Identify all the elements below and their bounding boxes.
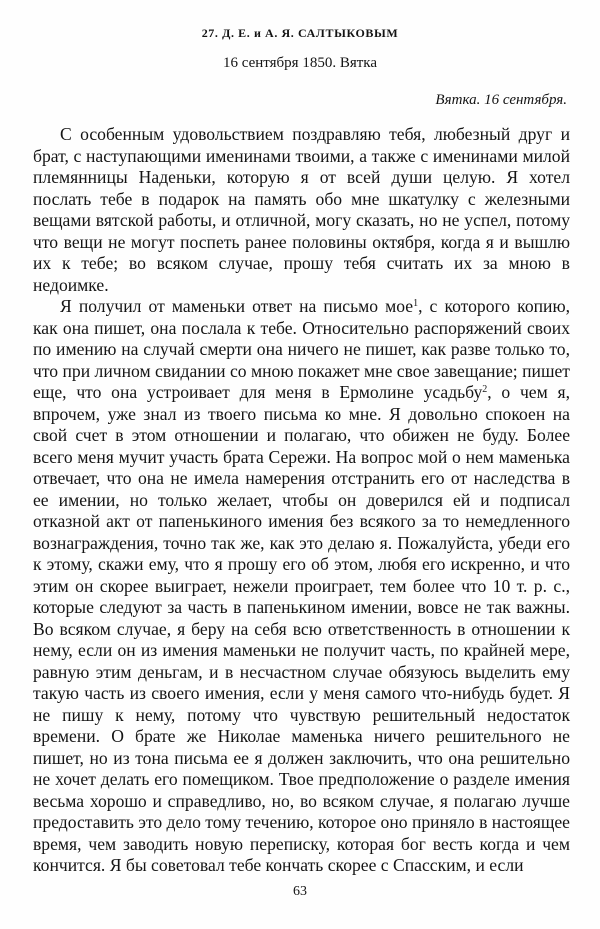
letter-body	[33, 124, 570, 877]
paragraph-2-part-b: , с которого копию, как она пишет, она послала к тебе. Относительно распоряжений своих по имению на случай смерти она ничего не пишет, как разве только то, что при личном свидании со мною покажет мне свое завещание; пишет еще, что она устроивает для меня в Ермолине усадьбу	[33, 296, 570, 402]
paragraph-2-part-c: , о чем я, впрочем, уже знал из твоего письма ко мне. Я довольно спокоен на свой счет в этом отношении и полагаю, что обижен не буду. Более всего меня мучит участь брата Сережи. На вопрос мой о нем маменька отвечает, что она не имела намерения отстранить его от наследства в ее имении, но только желает, чтобы он доверился ей и подписал отказной акт от папенькиного имения без всякого за то немедленного вознаграждения, точно так же, как это делаю я. Пожалуйста, убеди его к этому, скажи ему, что я прошу его об этом, любя его искренно, и что этим он скорее выиграет, нежели проиграет, тем более что 10 т. р. с., которые следуют за часть в папенькином имении, вовсе не так важны. Во всяком случае, я беру на себя всю ответственность в отношении к нему, если он из имения маменьки не получит часть, по крайней мере, равную этим деньгам, и в несчастном случае обязуюсь выделить ему такую часть из своего имения, если у меня самого что-нибудь будет. Я не пишу к нему, потому что чувствую решительный недостаток времени. О брате же Николае маменька ничего решительного не пишет, но из тона письма ее я должен заключить, что она решительно не хочет делать его помещиком. Твое предположение о разделе имения весьма хорошо и справедливо, но, во всяком случае, я полагаю лучше предоставить это дело тому течению, которое оно приняло в настоящее время, чем заводить новую переписку, которая бог весть когда и чем кончится. Я бы советовал тебе кончать скорее с Спасским, и если	[33, 382, 570, 875]
paragraph-1: С особенным удовольствием поздравляю тебя, любезный друг и брат, с наступающими именинами твоими, а также с именинами милой племянницы Наденьки, которую я от всей души целую. Я хотел послать тебе в подарок на память обо мне шкатулку с железными вещами вятской работы, и отличной, могу сказать, но не успел, потому что вещи не могут поспеть ранее половины октября, когда я и вышлю их к тебе; во всяком случае, прошу тебя считать их за мною в недоимке.	[33, 124, 570, 295]
letter-title: 27. Д. Е. и А. Я. САЛТЫКОВЫМ	[201, 26, 399, 40]
letter-dateline: Вятка. 16 сентября.	[435, 92, 567, 108]
paragraph-2-part-a: Я получил от маменьки ответ на письмо мое	[60, 296, 414, 316]
letter-date-place: 16 сентября 1850. Вятка	[223, 55, 377, 71]
page-number: 63	[293, 884, 307, 899]
paragraph-2	[33, 296, 570, 877]
footnote-ref-1: 1	[413, 298, 419, 309]
footnote-ref-2: 2	[482, 384, 488, 395]
